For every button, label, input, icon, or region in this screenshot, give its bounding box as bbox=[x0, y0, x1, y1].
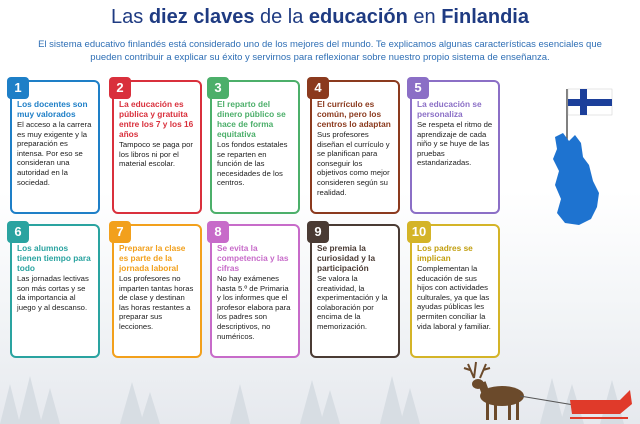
key-card-6 bbox=[10, 224, 100, 358]
card-body: Sus profesores diseñan el currículo y se planifican para conseguir los objetivos como mejor consideren según su realidad. bbox=[317, 130, 390, 197]
card-body: Los profesores no imparten tantas horas de clase y destinan las horas restantes a preparar sus lecciones. bbox=[119, 274, 194, 331]
key-card-5 bbox=[410, 80, 500, 214]
card-body: Complementan la educación de sus hijos con actividades culturales, ya que las ayudas públicas les permiten conciliar la vida laboral y familiar. bbox=[417, 264, 491, 331]
card-body: Se respeta el ritmo de aprendizaje de cada niño y se huye de las pruebas estandarizadas. bbox=[417, 120, 493, 168]
page-subtitle: El sistema educativo finlandés está considerado uno de los mejores del mundo. Te explicamos algunas características esenciales que pueden contribuir a explicar su éxito y servirnos para reflexionar sobre nuestro propio sistema de enseñanza. bbox=[38, 39, 602, 63]
card-heading: La educación es pública y gratuita entre los 7 y los 16 años bbox=[119, 99, 194, 139]
key-card-2 bbox=[112, 80, 202, 214]
card-heading: El currículo es común, pero los centros lo adaptan bbox=[317, 99, 391, 129]
reindeer-sleigh-illustration bbox=[460, 360, 635, 424]
card-heading: La educación se personaliza bbox=[417, 99, 482, 119]
card-body: Tampoco se paga por los libros ni por el material escolar. bbox=[119, 140, 193, 169]
key-card-10 bbox=[410, 224, 500, 358]
number-badge: 1 bbox=[7, 77, 29, 99]
key-card-1 bbox=[10, 80, 100, 214]
key-card-8 bbox=[210, 224, 300, 358]
card-heading: Preparar la clase es parte de la jornada laboral bbox=[119, 243, 186, 273]
finland-map-icon bbox=[535, 85, 635, 235]
finland-flag-icon bbox=[568, 89, 612, 115]
key-card-4 bbox=[310, 80, 400, 214]
card-body: Se valora la creatividad, la experimentación y la colaboración por encima de la memorización. bbox=[317, 274, 388, 331]
key-card-7 bbox=[112, 224, 202, 358]
number-badge: 2 bbox=[109, 77, 131, 99]
number-badge: 5 bbox=[407, 77, 429, 99]
number-badge: 3 bbox=[207, 77, 229, 99]
card-heading: El reparto del dinero público se hace de forma equitativa bbox=[217, 99, 286, 139]
key-card-3 bbox=[210, 80, 300, 214]
number-badge: 6 bbox=[7, 221, 29, 243]
card-heading: Los padres se implican bbox=[417, 243, 473, 263]
page-title: Las diez claves de la educación en Finlandia bbox=[111, 6, 529, 28]
key-card-9 bbox=[310, 224, 400, 358]
card-body: No hay exámenes hasta 5.º de Primaria y los informes que el profesor elabora para los padres son descriptivos, no numéricos. bbox=[217, 274, 291, 341]
number-badge: 4 bbox=[307, 77, 329, 99]
card-body: El acceso a la carrera es muy exigente y la preparación es intensa. Por eso se consideran una autoridad en la sociedad. bbox=[17, 120, 92, 187]
card-heading: Se evita la competencia y las cifras bbox=[217, 243, 289, 273]
card-heading: Los docentes son muy valorados bbox=[17, 99, 88, 119]
card-body: Las jornadas lectivas son más cortas y se da importancia al juego y al descanso. bbox=[17, 274, 89, 312]
card-heading: Los alumnos tienen tiempo para todo bbox=[17, 243, 91, 273]
number-badge: 10 bbox=[407, 221, 431, 243]
number-badge: 8 bbox=[207, 221, 229, 243]
card-body: Los fondos estatales se reparten en función de las necesidades de los centros. bbox=[217, 140, 288, 188]
card-heading: Se premia la curiosidad y la participación bbox=[317, 243, 376, 273]
number-badge: 7 bbox=[109, 221, 131, 243]
number-badge: 9 bbox=[307, 221, 329, 243]
